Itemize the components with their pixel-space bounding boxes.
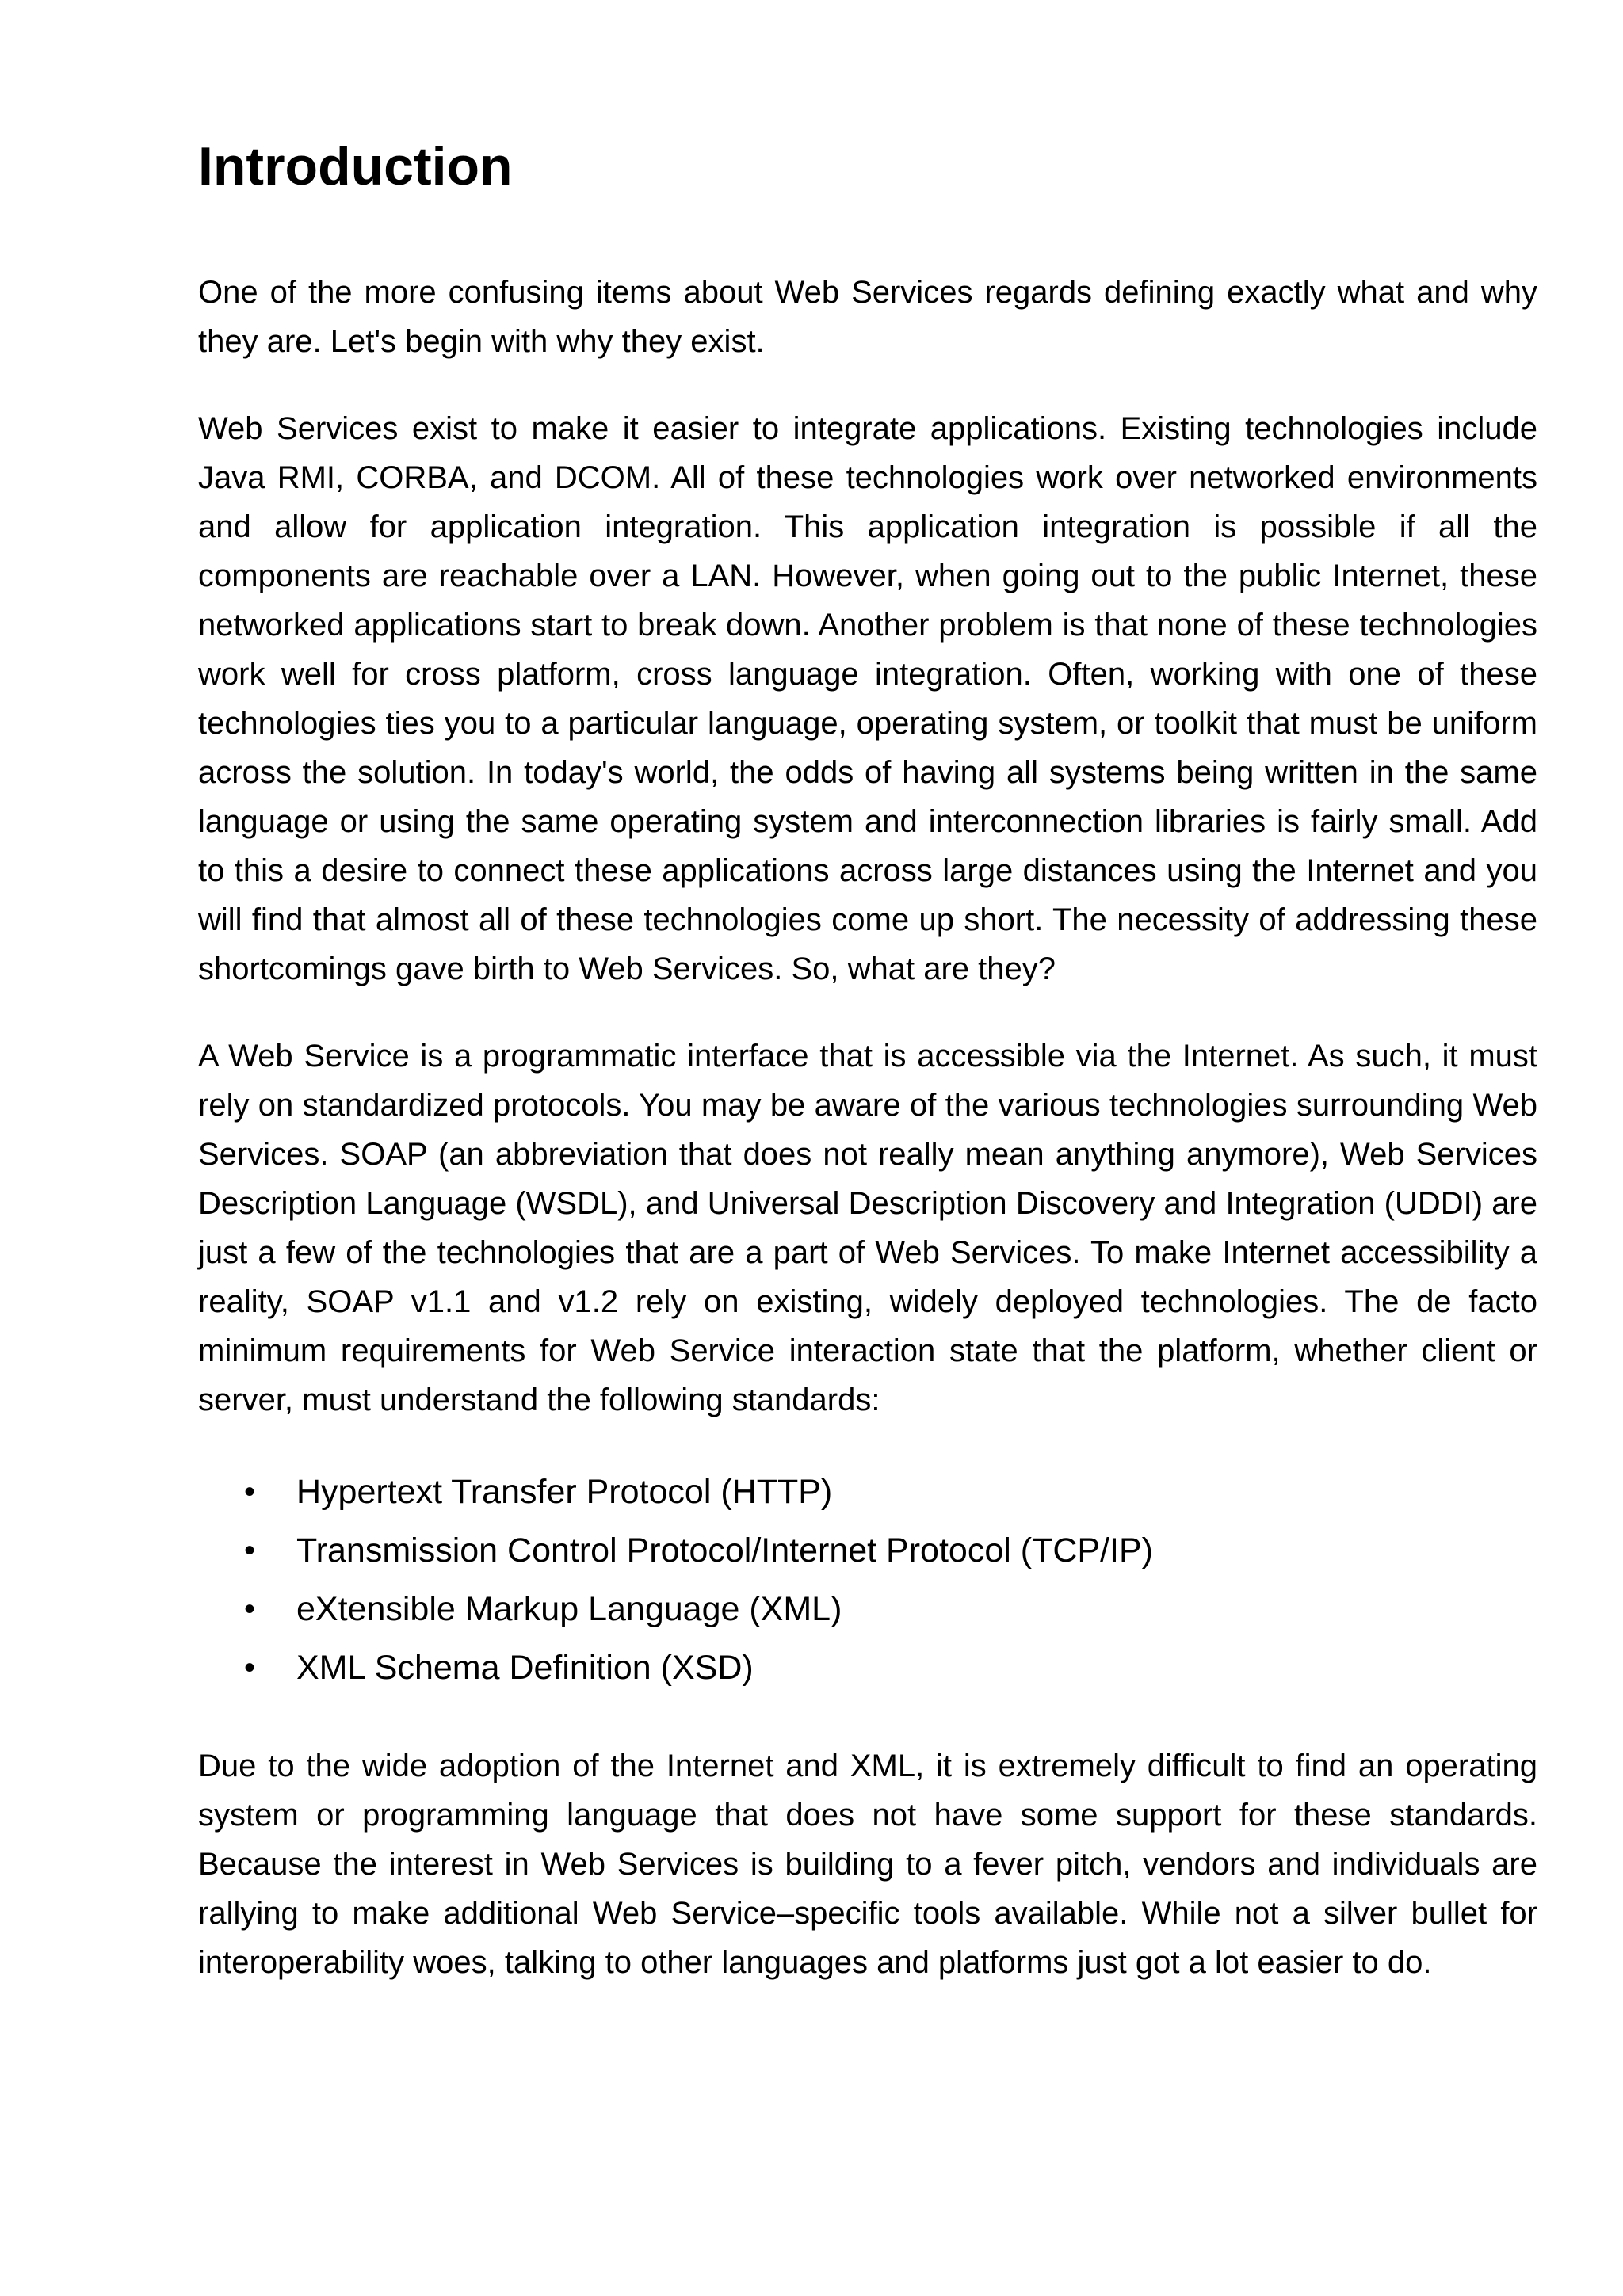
- document-page: [198, 135, 1537, 2025]
- list-item-text: Transmission Control Protocol/Internet Protocol (TCP/IP): [296, 1531, 1153, 1569]
- paragraph-why-question: One of the more confusing items about Web Services regards defining exactly what and why they are. Let's begin with why they exist.: [198, 275, 1537, 359]
- bullet-icon: •: [244, 1650, 256, 1685]
- list-item: [198, 1580, 1537, 1638]
- standards-list: [198, 1463, 1537, 1697]
- section-title: Introduction: [198, 136, 513, 196]
- list-item: [198, 1638, 1537, 1697]
- bullet-icon: •: [244, 1533, 256, 1568]
- list-item-text: XML Schema Definition (XSD): [296, 1649, 754, 1687]
- list-item: [198, 1521, 1537, 1580]
- paragraph-closing: Due to the wide adoption of the Internet and XML, it is extremely difficult to find an operating system or programming language that does not have some support for these standards. Because the interest in Web Services is building to a fever pitch, vendors and individuals are rallying to make additional Web Service–specific tools available. While not a silver bullet for interoperability woes, talking to other languages and platforms just got a lot easier to do.: [198, 1749, 1537, 1980]
- bullet-icon: •: [244, 1474, 256, 1509]
- paragraph-what-is-web-service: A Web Service is a programmatic interface that is accessible via the Internet. As such, it must rely on standardized protocols. You may be aware of the various technologies surrounding Web Services. SOAP (an abbreviation that does not really mean anything anymore), Web Services Description Language (WSDL), and Universal Description Discovery and Integration (UDDI) are just a few of the technologies that are a part of Web Services. To make Internet accessibility a reality, SOAP v1.1 and v1.2 rely on existing, widely deployed technologies. The de facto minimum requirements for Web Service interaction state that the platform, whether client or server, must understand the following standards:: [198, 1039, 1537, 1417]
- list-item-text: eXtensible Markup Language (XML): [296, 1590, 842, 1628]
- bullet-icon: •: [244, 1592, 256, 1627]
- list-item-text: Hypertext Transfer Protocol (HTTP): [296, 1473, 833, 1511]
- list-item: [198, 1463, 1537, 1521]
- paragraph-why-they-exist: Web Services exist to make it easier to integrate applications. Existing technologies include Java RMI, CORBA, and DCOM. All of these technologies work over networked environments and allow for application integration. This application integration is possible if all the components are reachable over a LAN. However, when going out to the public Internet, these networked applications start to break down. Another problem is that none of these technologies work well for cross platform, cross language integration. Often, working with one of these technologies ties you to a particular language, operating system, or toolkit that must be uniform across the solution. In today's world, the odds of having all systems being written in the same language or using the same operating system and interconnection libraries is fairly small. Add to this a desire to connect these applications across large distances using the Internet and you will find that almost all of these technologies come up short. The necessity of addressing these shortcomings gave birth to Web Services. So, what are they?: [198, 411, 1537, 986]
